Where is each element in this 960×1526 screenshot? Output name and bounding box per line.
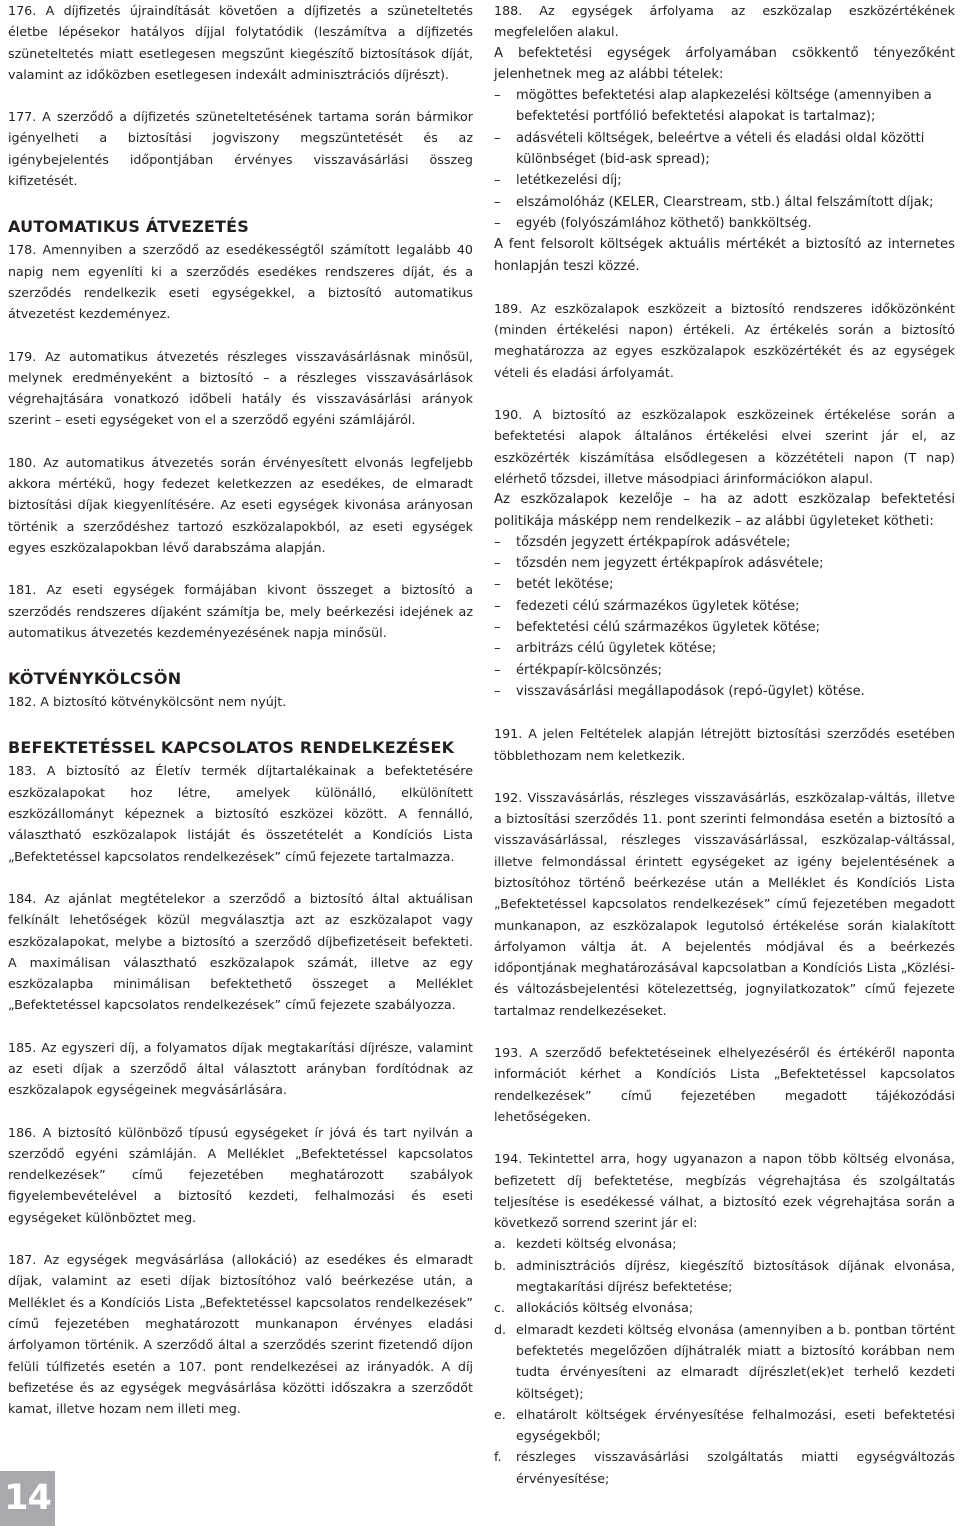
list-item xyxy=(494,1404,955,1447)
paragraph-184: 184. Az ajánlat megtételekor a szerződő a biztosító által aktuálisan felkínált lehetőségek közül megválasztja azt az eszközalapot vagy eszközalapokat, melybe a biztosító a szerződő díjbefizetéseit befekteti. A maximálisan választható eszközalapok számát, illetve az egy eszközalapba minimálisan befektethető összeget a Melléklet „Befektetéssel kapcsolatos rendelkezések” című fejezete szabályozza. xyxy=(8,890,473,1013)
page-number: 14 xyxy=(0,1471,55,1526)
list-item xyxy=(494,1255,955,1298)
list-item-label: a. xyxy=(494,1236,506,1252)
list-item: – adásvételi költségek, beleértve a vételi és eladási oldal közötti különbséget (bid-ask spread); xyxy=(494,128,955,171)
list-item: – fedezeti célú származékos ügyletek kötése; xyxy=(494,596,955,617)
list-item: – értékpapír-kölcsönzés; xyxy=(494,660,955,681)
paragraph-188-outro: A fent felsorolt költségek aktuális mértékét a biztosító az internetes honlapján teszi közzé. xyxy=(494,237,955,274)
paragraph-191: 191. A jelen Feltételek alapján létrejött biztosítási szerződés esetében többlethozam nem keletkezik. xyxy=(494,726,955,763)
list-item: – befektetési célú származékos ügyletek kötése; xyxy=(494,617,955,638)
list-item-label: c. xyxy=(494,1300,506,1316)
list-item-text: elmaradt kezdeti költség elvonása (amennyiben a b. pontban történt befektetés megelőzően díjhátralék miatt a biztosító korábban nem tudta érvényesíteni az elmaradt díjrészlet(ek)et terhelő kezdeti költséget); xyxy=(516,1321,955,1401)
list-item-label: d. xyxy=(494,1321,507,1337)
paragraph-177: 177. A szerződő a díjfizetés szüneteltetésének tartama során bármikor igényelheti a biztosítási jogviszony megszüntetését és az igénybejelentés időpontjában érvényes visszavásárlási összeg kifizetését. xyxy=(8,109,473,189)
list-item-text: részleges visszavásárlási szolgáltatás miatti egységváltozás érvényesítése; xyxy=(516,1449,955,1486)
order-list xyxy=(494,1233,955,1489)
paragraph-192: 192. Visszavásárlás, részleges visszavásárlás, eszközalap-váltás, illetve a biztosítási szerződés 11. pont szerinti felmondása esetén a biztosító a visszavásárlással, részleges visszavásárlással, eszközalap-váltással, illetve felmondással érintett egységeket az igény bejelentésének a biztosítóhoz történő beérkezése után a Melléklet és Kondíciós Lista „Befektetéssel kapcsolatos rendelkezések” című fejezetében megadott munkanapon, az eszközalapok legutolsó értékelése során kialakított árfolyamon váltja át. A bejelentés módjával és a beérkezés időpontjának meghatározásával kapcsolatban a Kondíciós Lista „Közlési- és változásbejelentési kötelezettség, jognyilatkozatok” című fejezete tartalmaz rendelkezéseket. xyxy=(494,789,955,1018)
paragraph-183: 183. A biztosító az Életív termék díjtartalékainak a befektetésére eszközalapokat hoz létre, amelyek különálló, elkülönített eszközállományt képeznek a biztosító eszközei között. A fennálló, választható eszközalapok listáját és összetételét a Kondíciós Lista „Befektetéssel kapcsolatos rendelkezések” című fejezete tartalmazza. xyxy=(8,763,473,864)
list-item xyxy=(494,1297,955,1318)
list-item: – letétkezelési díj; xyxy=(494,170,955,191)
list-item: – visszavásárlási megállapodások (repó-ügylet) kötése. xyxy=(494,681,955,702)
list-item-text: adminisztrációs díjrész, kiegészítő biztosítások díjának elvonása, megtakarítási díjrész befektetése; xyxy=(516,1257,955,1295)
list-item: – elszámolóház (KELER, Clearstream, stb.) által felszámított díjak; xyxy=(494,192,955,213)
paragraph-181: 181. Az eseti egységek formájában kivont összeget a biztosító a szerződés rendszeres díjaként számítja be, mely beérkezési idejének az automatikus átvezetés kezdeményezésének napja minősül. xyxy=(8,582,473,640)
paragraph-190-intro: Az eszközalapok kezelője – ha az adott eszközalap befektetési politikája másképp nem rendelkezik – az alábbi ügyleteket kötheti: xyxy=(494,492,955,529)
paragraph-179: 179. Az automatikus átvezetés részleges visszavásárlásnak minősül, melynek eredményeként a biztosító – a részleges visszavásárlások végrehajtására vonatkozó időbeli hatály és visszavásárlási arányok szerint – eseti egységeket von el a szerződő egyéni számlájáról. xyxy=(8,348,473,428)
list-item-text: allokációs költség elvonása; xyxy=(516,1300,694,1316)
paragraph-186: 186. A biztosító különböző típusú egységeket ír jóvá és tart nyilván a szerződő egyéni számláján. A Melléklet „Befektetéssel kapcsolatos rendelkezések” című fejezetében meghatározott szabályok figyelembevételével a biztosító kezdeti, felhalmozási és eseti egységeket különböztet meg. xyxy=(8,1124,473,1225)
paragraph-188-intro: A befektetési egységek árfolyamában csökkentő tényezőként jelenhetnek meg az alábbi tételek: xyxy=(494,45,955,82)
paragraph-185: 185. Az egyszeri díj, a folyamatos díjak megtakarítási díjrésze, valamint az eseti díjak a szerződő által választott arányban fordítódnak az eszközalapok egységeinek megvásárlására. xyxy=(8,1039,473,1098)
transactions-list xyxy=(494,532,955,702)
heading-kotvenykolcson: KÖTVÉNYKÖLCSÖN xyxy=(8,669,182,689)
paragraph-178: 178. Amennyiben a szerződő az esedékességtől számított legalább 40 napig nem egyenlíti ki a szerződés esedékes rendszeres díját, és a szerződés rendelkezik eseti egységekkel, a biztosító automatikus átvezetést kezdeményez. xyxy=(8,242,473,322)
list-item xyxy=(494,1446,955,1489)
heading-automatikus-atvezetes: AUTOMATIKUS ÁTVEZETÉS xyxy=(8,217,249,237)
list-item: – egyéb (folyószámlához köthető) bankköltség. xyxy=(494,213,955,234)
list-item-label: b. xyxy=(494,1257,507,1273)
paragraph-182: 182. A biztosító kötvénykölcsönt nem nyújt. xyxy=(8,694,287,710)
list-item: – mögöttes befektetési alap alapkezelési költsége (amennyiben a befektetési portfólió befektetési alapokat is tartalmaz); xyxy=(494,85,955,128)
list-item xyxy=(494,1233,955,1254)
paragraph-176: 176. A díjfizetés újraindítását követően a díjfizetés a szüneteltetés életbe lépésekor hatályos díjjal folytatódik (leszámítva a díjfizetés szüneteltetés miatt esetlegesen megszűnt kiegészítő biztosítások díját, valamint az időközben esetlegesen indexált adminisztrációs díjrészt). xyxy=(8,3,473,82)
list-item-label: e. xyxy=(494,1406,506,1422)
cost-items-list xyxy=(494,85,955,234)
list-item-text: kezdeti költség elvonása; xyxy=(516,1236,677,1252)
paragraph-188: 188. Az egységek árfolyama az eszközalap eszközértékének megfelelően alakul. xyxy=(494,3,955,40)
left-column xyxy=(8,0,473,1419)
list-item-label: f. xyxy=(494,1449,502,1465)
heading-befektetessel-kapcsolatos: BEFEKTETÉSSEL KAPCSOLATOS RENDELKEZÉSEK xyxy=(8,738,455,758)
paragraph-194: 194. Tekintettel arra, hogy ugyanazon a napon több költség elvonása, befizetett díj befektetése, megbízás végrehajtása és szolgáltatás teljesítése is esedékessé válhat, a biztosító ezek végrehajtása során a következő sorrend szerint jár el: xyxy=(494,1151,955,1231)
list-item: – tőzsdén nem jegyzett értékpapírok adásvétele; xyxy=(494,553,955,574)
paragraph-190: 190. A biztosító az eszközalapok eszközeinek értékelése során a befektetési alapok általános értékelési elvei szerint jár el, az eszközérték kiszámítása elsődlegesen a közzétételi napon (T nap) elérhető tőzsdei, illetve másodpiaci árinformációkon alapul. xyxy=(494,407,955,486)
list-item: – betét lekötése; xyxy=(494,574,955,595)
list-item: – tőzsdén jegyzett értékpapírok adásvétele; xyxy=(494,532,955,553)
list-item-text: elhatárolt költségek érvényesítése felhalmozási, eseti befektetési egységekből; xyxy=(516,1406,955,1444)
list-item: – arbitrázs célú ügyletek kötése; xyxy=(494,638,955,659)
paragraph-189: 189. Az eszközalapok eszközeit a biztosító rendszeres időközönként (minden értékelési napon) értékeli. Az értékelés során a biztosító meghatározza az egyes eszközalapok eszközértékét és az egységek vételi és eladási árfolyamát. xyxy=(494,300,955,380)
paragraph-187: 187. Az egységek megvásárlása (allokáció) az esedékes és elmaradt díjak, valamint az eseti díjak biztosítóhoz való beérkezése után, a Melléklet és a Kondíciós Lista „Befektetéssel kapcsolatos rendelkezések” című fejezetében meghatározott munkanapon érvényes eladási árfolyamon történik. A szerződő által a szerződés szerint fizetendő díjon felüli túlfizetés esetén a 107. pont rendelkezései az irányadók. A díj befizetése és az egységek megvásárlása közötti időszakra a szerződőt kamat, illetve hozam nem illeti meg. xyxy=(8,1252,473,1417)
paragraph-180: 180. Az automatikus átvezetés során érvényesített elvonás legfeljebb akkora mértékű, hogy fedezet keletkezzen az esedékes, de elmaradt biztosítási díjak kiegyenlítésére. Az eseti egységek kivonása arányosan történik a szerződéshez tartozó eszközalapokból, az eseti egységek egyes eszközalapokban lévő darabszáma alapján. xyxy=(8,454,473,555)
list-item xyxy=(494,1319,955,1404)
right-column xyxy=(494,0,955,1489)
paragraph-193: 193. A szerződő befektetéseinek elhelyezéséről és értékéről naponta információt kérhet a Kondíciós Lista „Befektetéssel kapcsolatos rendelkezések” című fejezetében megadott tájékozódási lehetőségeken. xyxy=(494,1045,955,1124)
